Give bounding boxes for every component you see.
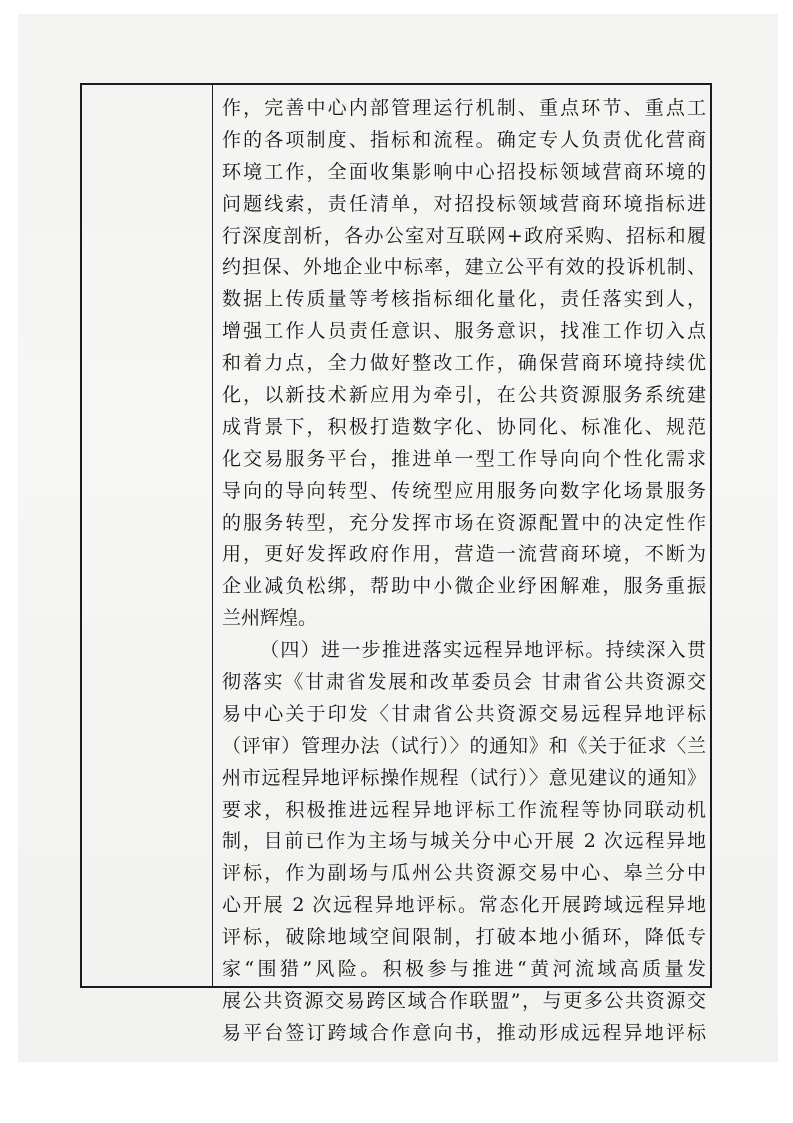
text-line: （评审）管理办法（试行）〉的通知》和《关于征求〈兰 — [222, 734, 706, 757]
text-line: 数据上传质量等考核指标细化量化，责任落实到人， — [222, 288, 706, 311]
text-line: 心开展 2 次远程异地评标。常态化开展跨域远程异地 — [222, 894, 706, 917]
text-line: 企业减负松绑，帮助中小微企业纾困解难，服务重振 — [222, 575, 706, 598]
text-line: 兰州辉煌。 — [222, 607, 318, 630]
text-line: 问题线索，责任清单，对招投标领域营商环境指标进 — [222, 192, 706, 215]
text-line: 行深度剖析，各办公室对互联网+政府采购、招标和履 — [222, 224, 706, 247]
text-line: 评标，破除地域空间限制，打破本地小循环，降低专 — [222, 926, 706, 949]
text-line: 环境工作，全面收集影响中心招投标领域营商环境的 — [222, 160, 706, 183]
text-line: 导向的导向转型、传统型应用服务向数字化场景服务 — [222, 479, 706, 502]
text-line: 家“围猎”风险。积极参与推进“黄河流域高质量发 — [222, 958, 706, 981]
text-line: 制，目前已作为主场与城关分中心开展 2 次远程异地 — [222, 830, 706, 853]
text-line: 作的各项制度、指标和流程。确定专人负责优化营商 — [222, 128, 706, 151]
text-line: 化，以新技术新应用为牵引，在公共资源服务系统建 — [222, 384, 706, 407]
text-line: 易平台签订跨域合作意向书，推动形成远程异地评标 — [222, 1021, 706, 1044]
text-line: 州市远程异地评标操作规程（试行）〉意见建议的通知》 — [222, 766, 706, 789]
section-heading-line: （四）进一步推进落实远程异地评标。持续深入贯 — [260, 639, 706, 662]
document-table — [80, 83, 712, 1044]
text-line: 和着力点，全力做好整改工作，确保营商环境持续优 — [222, 352, 706, 375]
table-content-cell — [222, 93, 706, 1050]
text-line: 要求，积极推进远程异地评标工作流程等协同联动机 — [222, 798, 706, 821]
text-line: 展公共资源交易跨区域合作联盟”，与更多公共资源交 — [222, 989, 706, 1012]
text-line: 彻落实《甘肃省发展和改革委员会 甘肃省公共资源交 — [222, 671, 706, 694]
text-line: 作，完善中心内部管理运行机制、重点环节、重点工 — [222, 97, 706, 119]
text-line: 化交易服务平台，推进单一型工作导向向个性化需求 — [222, 447, 706, 470]
text-line: 增强工作人员责任意识、服务意识，找准工作切入点 — [222, 320, 706, 343]
text-line: 用，更好发挥政府作用，营造一流营商环境，不断为 — [222, 543, 706, 566]
text-line: 易中心关于印发〈甘肃省公共资源交易远程异地评标 — [222, 702, 706, 725]
text-line: 评标，作为副场与瓜州公共资源交易中心、皋兰分中 — [222, 862, 706, 885]
text-line: 成背景下，积极打造数字化、协同化、标准化、规范 — [222, 415, 706, 438]
table-left-column — [82, 85, 213, 986]
text-line: 的服务转型，充分发挥市场在资源配置中的决定性作 — [222, 511, 706, 534]
text-line: 约担保、外地企业中标率，建立公平有效的投诉机制、 — [222, 256, 706, 279]
